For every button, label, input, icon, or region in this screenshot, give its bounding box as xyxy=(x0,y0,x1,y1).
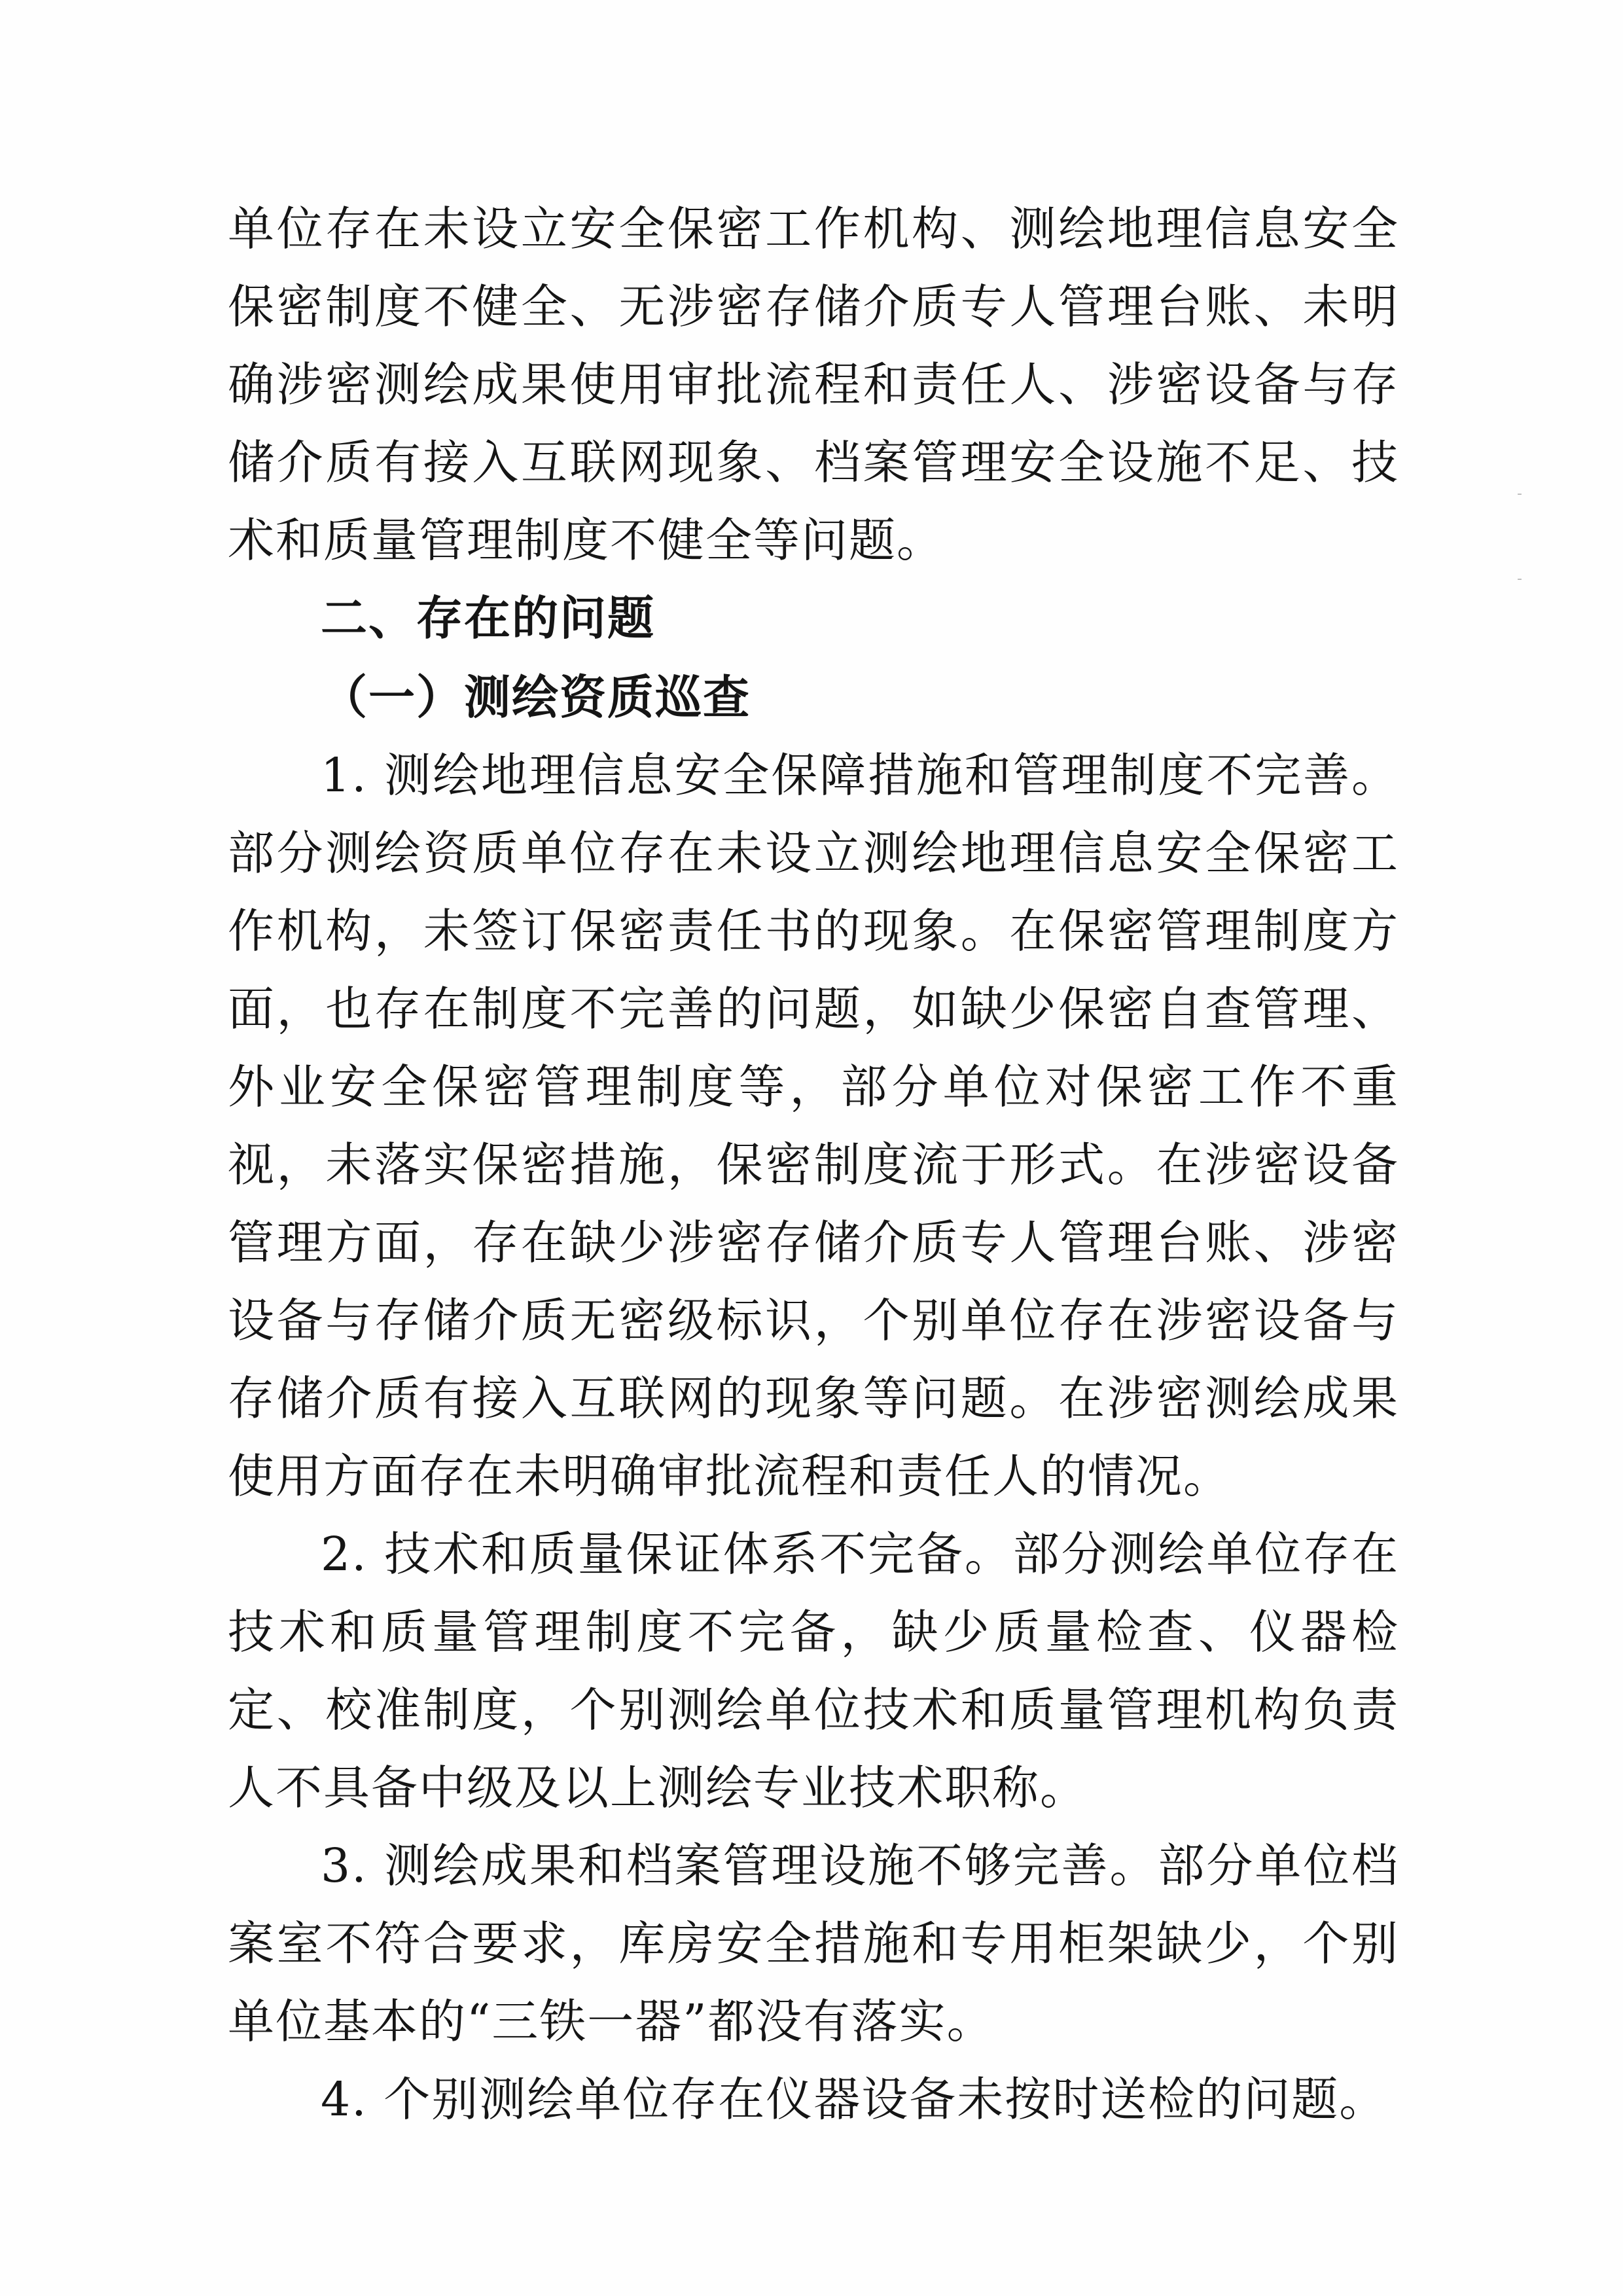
list-item-3: 3. 测绘成果和档案管理设施不够完善。部分单位档案室不符合要求，库房安全措施和专用柜架缺少，个别单位基本的“三铁一器”都没有落实。 xyxy=(228,1839,1399,2049)
subsection-heading: （一）测绘资质巡查 xyxy=(321,670,751,725)
scan-speck: ‐ xyxy=(1517,571,1522,587)
document-body xyxy=(228,190,1399,2138)
list-item-4: 4. 个别测绘单位存在仪器设备未按时送检的问题。 xyxy=(321,2072,1387,2126)
intro-paragraph: 单位存在未设立安全保密工作机构、测绘地理信息安全保密制度不健全、无涉密存储介质专人管理台账、未明确涉密测绘成果使用审批流程和责任人、涉密设备与存储介质有接入互联网现象、档案管理安全设施不足、技术和质量管理制度不健全等问题。 xyxy=(228,202,1399,567)
list-item-1: 1. 测绘地理信息安全保障措施和管理制度不完善。部分测绘资质单位存在未设立测绘地理信息安全保密工作机构，未签订保密责任书的现象。在保密管理制度方面，也存在制度不完善的问题，如缺少保密自查管理、外业安全保密管理制度等，部分单位对保密工作不重视，未落实保密措施，保密制度流于形式。在涉密设备管理方面，存在缺少涉密存储介质专人管理台账、涉密设备与存储介质无密级标识，个别单位存在涉密设备与存储介质有接入互联网的现象等问题。在涉密测绘成果使用方面存在未明确审批流程和责任人的情况。 xyxy=(228,748,1399,1503)
section-heading: 二、存在的问题 xyxy=(321,591,656,645)
list-item-2: 2. 技术和质量保证体系不完备。部分测绘单位存在技术和质量管理制度不完备，缺少质量检查、仪器检定、校准制度，个别测绘单位技术和质量管理机构负责人不具备中级及以上测绘专业技术职称。 xyxy=(228,1527,1399,1815)
scan-speck: ‐ xyxy=(1517,486,1522,502)
